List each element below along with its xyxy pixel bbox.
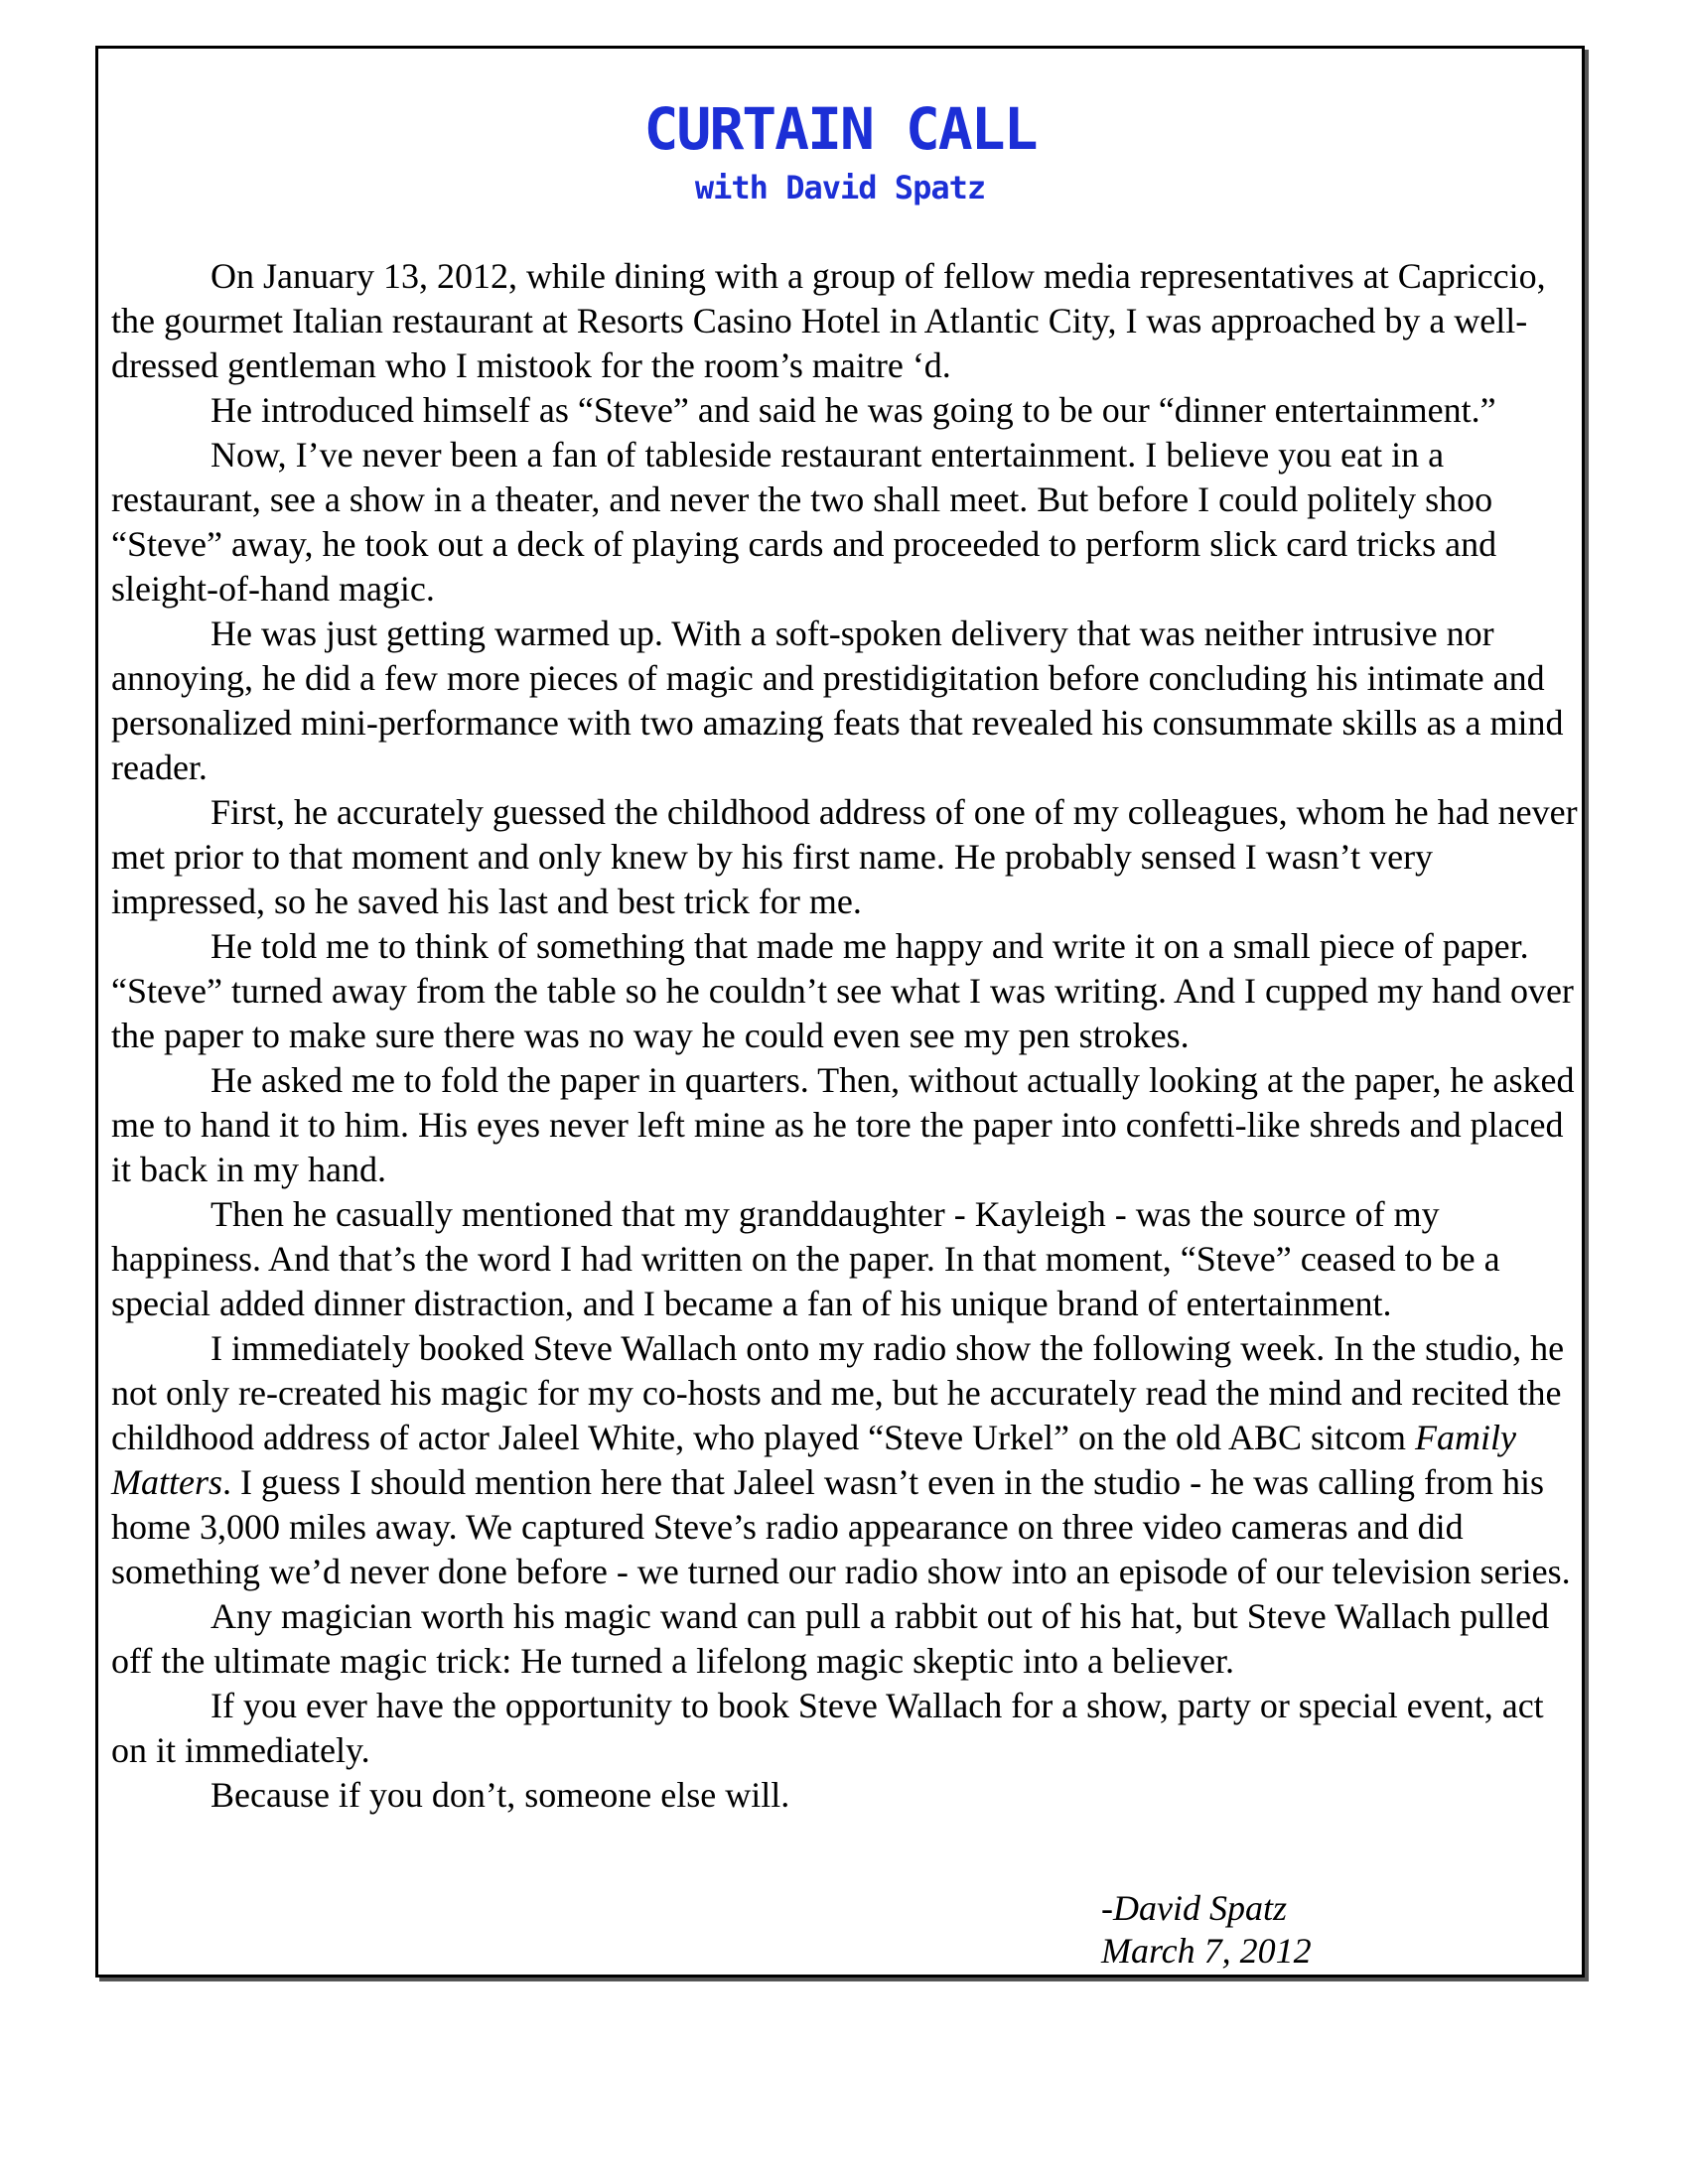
paragraph: Any magician worth his magic wand can pull a rabbit out of his hat, but Steve Wallach pulled off the ultimate magic trick: He turned a lifelong magic skeptic into a believer. <box>111 1596 1550 1681</box>
paragraph-text: . I guess I should mention here that Jaleel wasn’t even in the studio - he was calling from his home 3,000 miles away. We captured Steve’s radio appearance on three video cameras and did something we’d never done before - we turned our radio show into an episode of our television series. <box>111 1462 1571 1591</box>
paragraph: On January 13, 2012, while dining with a group of fellow media representatives at Capriccio, the gourmet Italian restaurant at Resorts Casino Hotel in Atlantic City, I was approached by a well-dressed gentleman who I mistook for the room’s maitre ‘d. <box>111 256 1546 385</box>
article-body <box>111 254 1581 1818</box>
paragraph: Then he casually mentioned that my granddaughter - Kayleigh - was the source of my happiness. And that’s the word I had written on the paper. In that moment, “Steve” ceased to be a special added dinner distraction, and I became a fan of his unique brand of entertainment. <box>111 1194 1500 1323</box>
paragraph: He asked me to fold the paper in quarters. Then, without actually looking at the paper, he asked me to hand it to him. His eyes never left mine as he tore the paper into confetti-like shreds and placed it back in my hand. <box>111 1060 1575 1189</box>
paragraph: First, he accurately guessed the childhood address of one of my colleagues, whom he had never met prior to that moment and only knew by his first name. He probably sensed I wasn’t very impressed, so he saved his last and best trick for me. <box>111 792 1578 921</box>
paragraph: He was just getting warmed up. With a soft-spoken delivery that was neither intrusive nor annoying, he did a few more pieces of magic and prestidigitation before concluding his intimate and personalized mini-performance with two amazing feats that revealed his consummate skills as a mind reader. <box>111 614 1564 787</box>
column-title: CURTAIN CALL <box>643 95 1037 163</box>
paragraph: Because if you don’t, someone else will. <box>211 1775 790 1815</box>
show-title: Family Matters <box>111 1418 1516 1502</box>
paragraph-radio-show <box>111 1326 1581 1594</box>
signature-date: March 7, 2012 <box>1101 1931 1312 1971</box>
signature-author: -David Spatz <box>1101 1888 1287 1928</box>
paragraph: Now, I’ve never been a fan of tableside restaurant entertainment. I believe you eat in a restaurant, see a show in a theater, and never the two shall meet. But before I could politely shoo “Steve” away, he took out a deck of playing cards and proceeded to perform slick card tricks and sleight-of-hand magic. <box>111 435 1497 609</box>
paragraph: He introduced himself as “Steve” and said he was going to be our “dinner entertainment.” <box>211 390 1496 430</box>
column-byline: with David Spatz <box>694 169 986 206</box>
paragraph: He told me to think of something that made me happy and write it on a small piece of paper. “Steve” turned away from the table so he couldn’t see what I was writing. And I cupped my hand over the paper to make sure there was no way he could even see my pen strokes. <box>111 926 1574 1055</box>
article-frame <box>95 46 1585 1978</box>
signature-block <box>1101 1887 1312 1973</box>
paragraph: If you ever have the opportunity to book Steve Wallach for a show, party or special event, act on it immediately. <box>111 1686 1544 1770</box>
paragraph-text: I immediately booked Steve Wallach onto my radio show the following week. In the studio, he not only re-created his magic for my co-hosts and me, but he accurately read the mind and recited the childhood address of actor Jaleel White, who played “Steve Urkel” on the old ABC sitcom <box>111 1328 1565 1457</box>
